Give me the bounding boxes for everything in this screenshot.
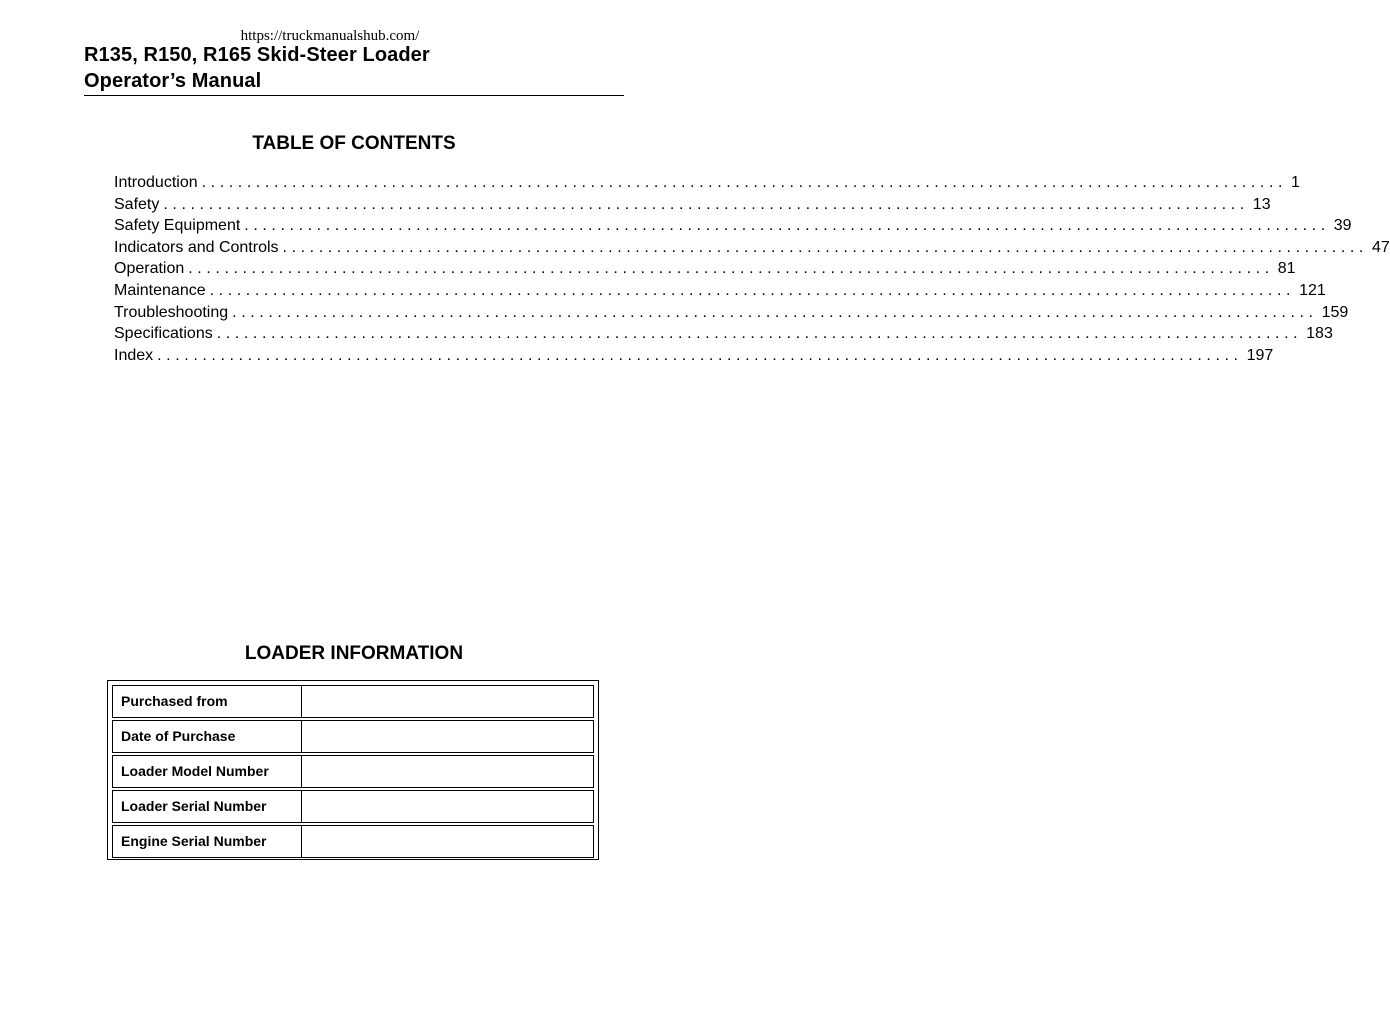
toc-dot-leader: ........................................................................................................................ — [232, 303, 1318, 321]
toc-entry-label: Introduction — [114, 174, 198, 191]
toc-entry-page: 1 — [1291, 174, 1300, 191]
toc-entry[interactable] — [114, 280, 1326, 302]
engine-serial-number-field[interactable] — [303, 826, 593, 857]
toc-entry-label: Index — [114, 346, 154, 364]
toc-entry[interactable] — [114, 302, 1349, 324]
toc-entry-label: Safety — [114, 195, 160, 213]
source-url-watermark: https://truckmanualshub.com/ — [240, 28, 420, 44]
info-row-purchased-from — [112, 685, 594, 718]
toc-entry-page: 183 — [1306, 325, 1333, 343]
toc-entry-label: Specifications — [114, 325, 213, 343]
toc-entry-page: 159 — [1321, 303, 1349, 321]
toc-entry[interactable] — [114, 323, 1333, 345]
toc-entry-page: 121 — [1299, 281, 1326, 299]
toc-entry-page: 81 — [1277, 260, 1296, 278]
toc-dot-leader: ........................................................................................................................ — [188, 260, 1274, 278]
toc-entry[interactable] — [114, 215, 1352, 237]
loader-info-heading: LOADER INFORMATION — [244, 643, 464, 664]
toc-entry[interactable] — [114, 237, 1390, 259]
toc-dot-leader: ........................................................................................................................ — [163, 195, 1249, 213]
toc-entry-page: 197 — [1246, 346, 1274, 364]
toc-dot-leader: ........................................................................................................................ — [209, 281, 1296, 299]
info-label: Purchased from — [113, 686, 302, 717]
toc-dot-leader: ........................................................................................................................ — [201, 174, 1288, 191]
toc-dot-leader: ........................................................................................................................ — [282, 238, 1368, 256]
info-label: Loader Model Number — [113, 756, 302, 787]
loader-info-form — [107, 680, 599, 860]
info-row-date-of-purchase — [112, 720, 594, 753]
info-label: Date of Purchase — [113, 721, 302, 752]
toc-entry-label: Operation — [114, 260, 185, 278]
info-row-engine-serial-number — [112, 825, 594, 858]
toc-entry-label: Troubleshooting — [114, 303, 229, 321]
toc-entry-label: Indicators and Controls — [114, 238, 279, 256]
toc-entry[interactable] — [114, 345, 1274, 367]
toc-dot-leader: ........................................................................................................................ — [157, 346, 1243, 364]
toc-dot-leader: ........................................................................................................................ — [244, 217, 1330, 235]
toc-entry-page: 47 — [1371, 238, 1390, 256]
toc-entry[interactable] — [114, 172, 1300, 194]
toc-heading: TABLE OF CONTENTS — [252, 133, 456, 154]
info-row-loader-serial-number — [112, 790, 594, 823]
document-title-line-2: Operator’s Manual — [84, 70, 262, 92]
table-of-contents — [114, 172, 1390, 366]
document-title-line-1: R135, R150, R165 Skid-Steer Loader — [84, 44, 430, 66]
toc-entry[interactable] — [114, 258, 1296, 280]
document-title — [84, 42, 624, 94]
toc-dot-leader: ........................................................................................................................ — [216, 325, 1303, 343]
toc-entry-label: Maintenance — [114, 281, 206, 299]
loader-serial-number-field[interactable] — [303, 791, 593, 822]
toc-entry-page: 13 — [1252, 195, 1271, 213]
loader-model-number-field[interactable] — [303, 756, 593, 787]
purchased-from-field[interactable] — [303, 686, 593, 717]
date-of-purchase-field[interactable] — [303, 721, 593, 752]
info-row-loader-model-number — [112, 755, 594, 788]
info-label: Loader Serial Number — [113, 791, 302, 822]
toc-entry[interactable] — [114, 194, 1271, 216]
toc-entry-page: 39 — [1333, 217, 1352, 235]
info-label: Engine Serial Number — [113, 826, 302, 857]
toc-entry-label: Safety Equipment — [114, 217, 241, 235]
title-divider — [84, 95, 624, 96]
